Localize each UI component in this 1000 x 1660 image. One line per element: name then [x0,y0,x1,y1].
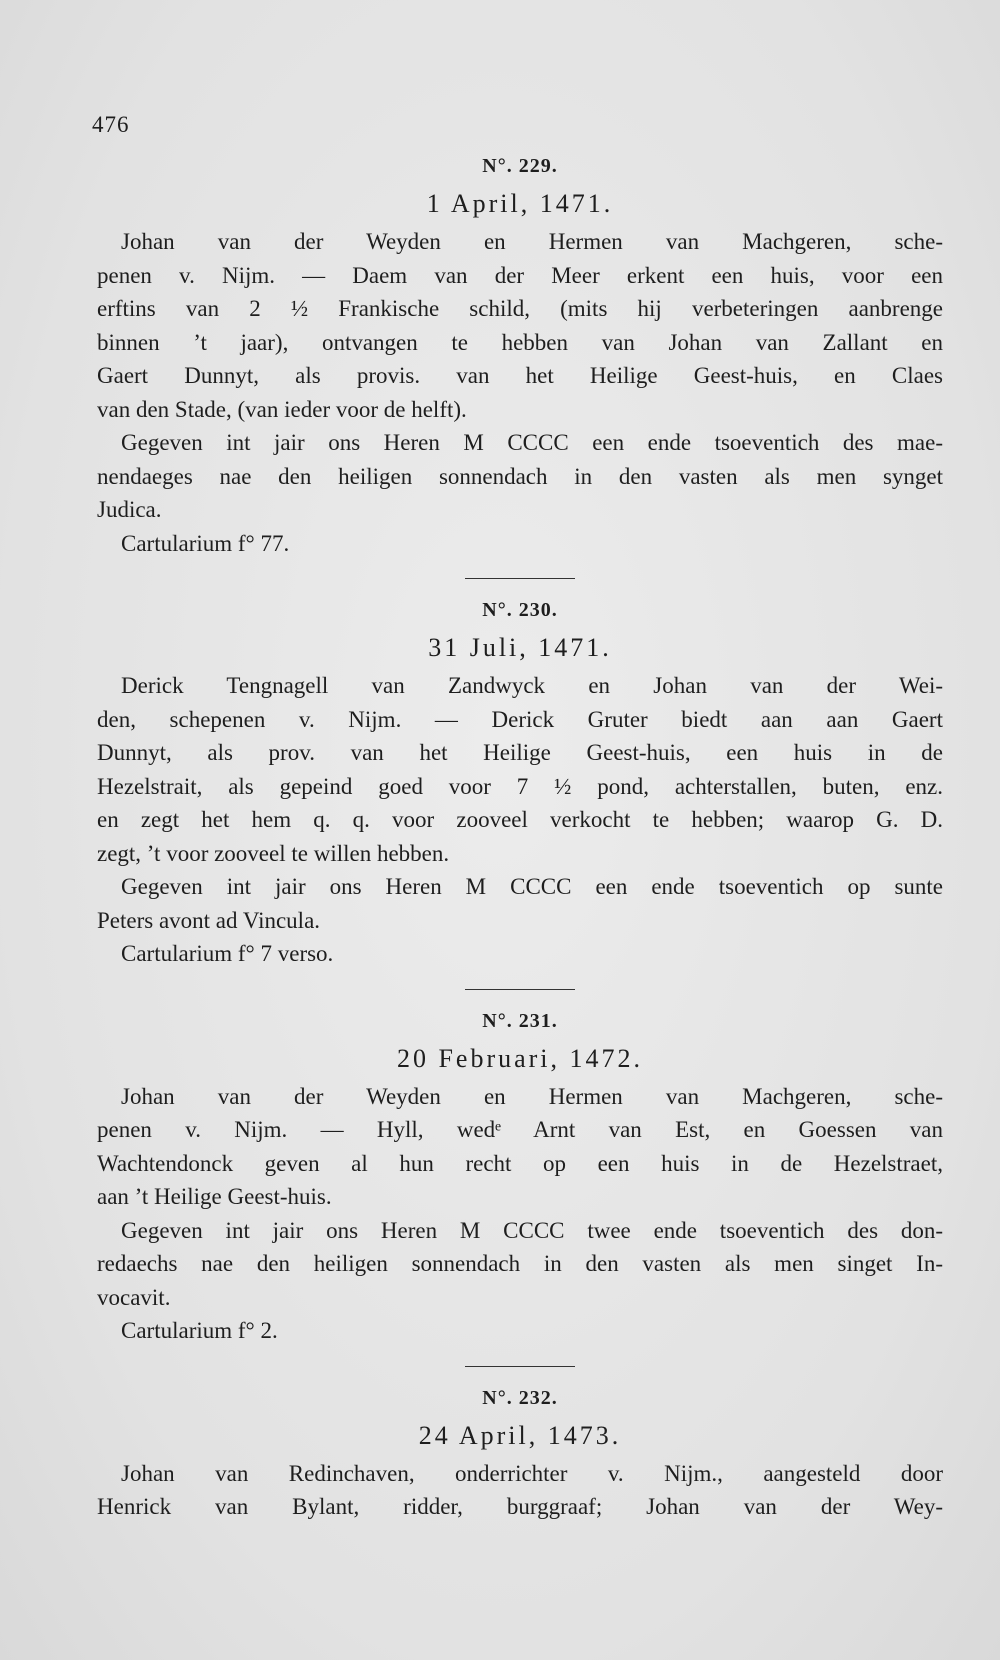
text-line: den, schepenen v. Nijm. — Derick Gruter biedt aan aan Gaert [97,706,943,732]
text-line: zegt, ’t voor zooveel te willen hebben. [97,840,450,866]
text-line: Wachtendonck geven al hun recht op een huis in de Hezelstraet, [97,1150,943,1176]
dating-clause [97,1214,943,1315]
charter-entry-230 [97,594,943,971]
page-text [97,150,943,1524]
entry-number: N°. 229. [482,155,558,177]
entry-number: N°. 230. [482,599,558,621]
entry-summary [97,1457,943,1524]
entry-summary [97,225,943,426]
charter-entry-232 [97,1382,943,1524]
text-line: erftins van 2 ½ Frankische schild, (mits hij verbeteringen aanbrenge [97,296,943,321]
text-line: Peters avont ad Vincula. [97,907,321,933]
charter-entry-229 [97,150,943,560]
text-line: Johan van der Weyden en Hermen van Machgeren, sche- [121,1083,943,1109]
section-divider [465,578,575,579]
text-line: redaechs nae den heiligen sonnendach in den vasten als men singet In- [97,1251,943,1276]
text-line: penen v. Nijm. — Hyll, wedᵉ Arnt van Est, en Goessen van [97,1117,943,1142]
text-line: Derick Tengnagell van Zandwyck en Johan van der Wei- [121,673,943,698]
entry-date: 31 Juli, 1471. [428,633,612,662]
entry-number: N°. 232. [482,1386,558,1409]
text-line: Johan van der Weyden en Hermen van Machgeren, sche- [121,229,943,254]
entry-date: 20 Februari, 1472. [396,1043,644,1073]
text-line: Hezelstrait, als gepeind goed voor 7 ½ pond, achterstallen, buten, enz. [97,773,943,799]
section-divider [465,989,575,990]
dating-clause [97,870,943,937]
text-line: en zegt het hem q. q. voor zooveel verkocht te hebben; waarop G. D. [97,807,943,832]
source-reference: Cartularium f° 2. [121,1318,278,1343]
text-line: Gegeven int jair ons Heren M CCCC een ende tsoeventich op sunte [121,874,943,899]
text-line: Dunnyt, als prov. van het Heilige Geest-huis, een huis in de [97,740,943,765]
charter-entry-231 [97,1005,943,1348]
entry-summary [97,669,943,870]
dating-clause [97,426,943,527]
text-line: vocavit. [97,1284,171,1310]
section-divider [465,1366,575,1367]
text-line: aan ’t Heilige Geest-huis. [97,1184,332,1209]
entry-date: 24 April, 1473. [418,1420,622,1450]
source-reference: Cartularium f° 77. [121,530,290,556]
text-line: van den Stade, (van ieder voor de helft). [97,396,467,422]
entry-date: 1 April, 1471. [426,189,614,218]
text-line: Gaert Dunnyt, als provis. van het Heilige Geest-huis, en Claes [97,363,943,388]
source-reference: Cartularium f° 7 verso. [121,941,334,966]
text-line: Henrick van Bylant, ridder, burggraaf; Johan van der Wey- [97,1494,943,1519]
text-line: Johan van Redinchaven, onderrichter v. Nijm., aangesteld door [121,1460,943,1486]
text-line: binnen ’t jaar), ontvangen te hebben van Johan van Zallant en [97,329,943,355]
text-line: nendaeges nae den heiligen sonnendach in den vasten als men synget [97,463,943,489]
text-line: Gegeven int jair ons Heren M CCCC twee ende tsoeventich des don- [121,1217,943,1243]
page-number: 476 [92,112,130,137]
entry-number: N°. 231. [482,1009,558,1032]
text-line: penen v. Nijm. — Daem van der Meer erkent een huis, voor een [97,262,943,288]
text-line: Gegeven int jair ons Heren M CCCC een ende tsoeventich des mae- [121,430,943,455]
text-line: Judica. [97,497,162,522]
entry-summary [97,1080,943,1214]
